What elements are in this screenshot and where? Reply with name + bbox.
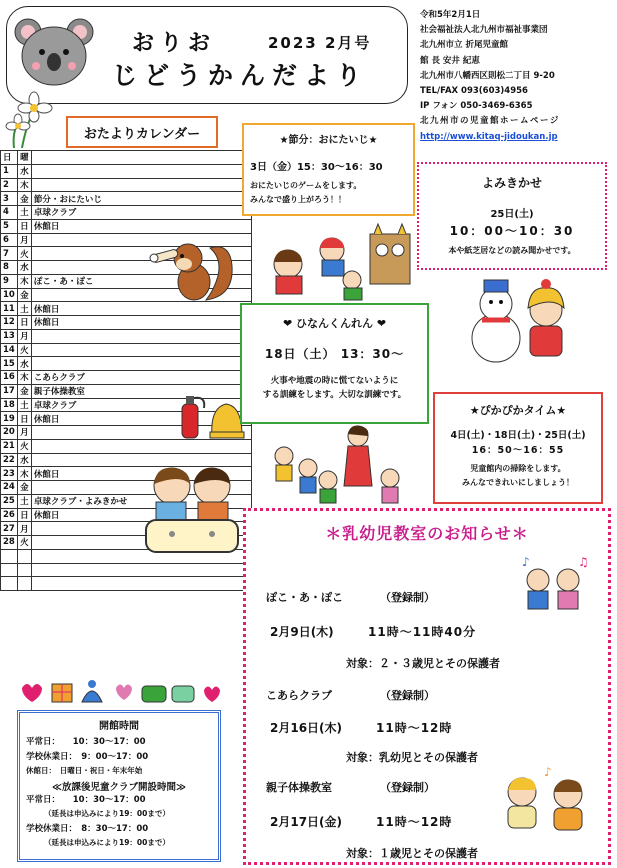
issue-date: 令和5年2月1日 (420, 10, 481, 20)
calendar-day: 1 (1, 164, 18, 178)
calendar-event: ぽこ・あ・ぽこ (31, 274, 251, 288)
music-kids-icon (518, 554, 592, 616)
calendar-weekday: 日 (17, 219, 31, 233)
calendar-weekday: 月 (17, 522, 31, 536)
class-date: 2月17日(金) (270, 815, 343, 829)
svg-text:♪: ♪ (522, 555, 530, 569)
calendar-day: 22 (1, 453, 18, 467)
class-target: 対象：１歳児とその保護者 (346, 847, 478, 860)
setsubun-title: ★節分：おにたいじ★ (279, 135, 378, 146)
evacuation-drill-box (240, 303, 429, 424)
valentine-decoration-icon (12, 678, 232, 708)
class-name: 親子体操教室 (266, 781, 332, 794)
calendar-weekday: 木 (17, 467, 31, 481)
calendar-day: 19 (1, 412, 18, 426)
calendar-row (1, 192, 252, 206)
cleaning-time-title: ★ぴかぴかタイム★ (469, 404, 567, 417)
homepage-label: 北九州市の児童館ホームページ (420, 116, 560, 127)
calendar-event: 休館日 (31, 316, 251, 330)
calendar-blank-cell (31, 563, 251, 577)
ip-phone: IP フォン 050-3469-6365 (420, 101, 533, 112)
hours-weekday: 平常日： 10：30～17：00 (26, 737, 146, 747)
calendar-weekday: 水 (17, 261, 31, 275)
calendar-weekday: 金 (17, 481, 31, 495)
class-date: 2月9日(木) (270, 625, 334, 639)
calendar-day: 11 (1, 302, 18, 316)
calendar-weekday: 月 (17, 329, 31, 343)
yomikikase-time: 10：00～10：30 (449, 224, 575, 238)
calendar-blank-cell (1, 563, 18, 577)
calendar-blank-cell (1, 577, 18, 591)
cleaning-time-dates: 4日(土)・18日(土)・25日(土) (450, 430, 586, 441)
yomikikase-title: よみきかせ (481, 176, 542, 190)
calendar-weekday: 火 (17, 439, 31, 453)
facility-name: 北九州市立 折尾児童館 (420, 40, 508, 51)
oni-kids-icon (266, 222, 418, 302)
calendar-day: 23 (1, 467, 18, 481)
infant-class-title: ＊乳幼児教室のお知らせ＊ (325, 524, 529, 543)
org-info (420, 8, 616, 145)
calendar-weekday: 火 (17, 536, 31, 550)
calendar-weekday: 木 (17, 371, 31, 385)
calendar-event: 休館日 (31, 467, 251, 481)
evacuation-drill-line1: 火事や地震の時に慌てないように (270, 376, 399, 386)
calendar-row (1, 329, 252, 343)
calendar-weekday: 土 (17, 302, 31, 316)
setsubun-line1: おにたいじのゲームをします。 (250, 181, 362, 190)
calendar-day: 18 (1, 398, 18, 412)
yomikikase-date: 25日(土) (490, 209, 534, 220)
calendar-day: 14 (1, 343, 18, 357)
hours-closed-days: 休館日： 日曜日・祝日・年末年始 (26, 766, 143, 775)
calendar-row (1, 219, 252, 233)
cleaning-time-line1: 児童館内の掃除をします。 (470, 464, 566, 473)
svg-text:♫: ♫ (578, 555, 589, 569)
calendar-weekday: 金 (17, 384, 31, 398)
calendar-blank-cell (17, 563, 31, 577)
calendar-event (31, 329, 251, 343)
calendar-weekday: 金 (17, 192, 31, 206)
calendar-event: 節分・おにたいじ (31, 192, 251, 206)
calendar-blank-cell (31, 577, 251, 591)
calendar-blank-cell (17, 549, 31, 563)
setsubun-box (242, 123, 415, 216)
title-main: じどうかんだより (112, 61, 369, 90)
cleaning-time-time: 16：50～16：55 (471, 445, 565, 456)
calendar-day: 3 (1, 192, 18, 206)
calendar-event: 卓球クラブ (31, 206, 251, 220)
title-top: おりお (132, 31, 217, 56)
calendar-weekday: 木 (17, 274, 31, 288)
calendar-day: 28 (1, 536, 18, 550)
calendar-row (1, 164, 252, 178)
handwashing-kids-icon (140, 462, 244, 562)
calendar-day: 27 (1, 522, 18, 536)
snowman-kid-icon (460, 276, 580, 368)
calendar-weekday: 日 (17, 508, 31, 522)
toddler-exercise-icon (498, 764, 598, 834)
calendar-event: 卓球クラブ (31, 398, 251, 412)
calendar-row (1, 371, 252, 385)
calendar-weekday: 日 (17, 316, 31, 330)
calendar-row (1, 439, 252, 453)
calendar-event (31, 178, 251, 192)
calendar-day: 13 (1, 329, 18, 343)
calendar-weekday: 水 (17, 164, 31, 178)
evacuation-drill-line2: する訓練をします。大切な訓練です。 (262, 390, 407, 400)
calendar-weekday: 土 (17, 494, 31, 508)
class-registration: （登録制） (380, 591, 435, 604)
calendar-day: 4 (1, 206, 18, 220)
calendar-weekday: 土 (17, 398, 31, 412)
calendar-head-event (31, 151, 251, 165)
hours-school-holiday: 学校休業日： 9：00～17：00 (26, 751, 149, 762)
fire-extinguisher-icon (176, 392, 246, 440)
after-school-holiday: 学校休業日： 8：30～17：00 (26, 823, 149, 834)
calendar-day: 26 (1, 508, 18, 522)
cleaning-time-box (433, 392, 603, 504)
calendar-day: 20 (1, 426, 18, 440)
setsubun-line2: みんなで盛り上がろう！！ (250, 195, 346, 204)
class-time: 11時～12時 (376, 815, 453, 829)
class-date: 2月16日(木) (270, 721, 343, 735)
calendar-row (1, 343, 252, 357)
calendar-event: 休館日 (31, 508, 251, 522)
calendar-day: 21 (1, 439, 18, 453)
class-registration: （登録制） (380, 781, 435, 794)
daffodil-icon (4, 90, 62, 148)
calendar-event: 休館日 (31, 302, 251, 316)
setsubun-time: 3日（金）15：30～16：30 (250, 162, 383, 173)
calendar-title: おたよりカレンダー (66, 116, 218, 148)
calendar-weekday: 木 (17, 178, 31, 192)
calendar-event: こあらクラブ (31, 371, 251, 385)
yomikikase-box (417, 162, 607, 270)
opening-hours-title: 開館時間 (99, 721, 139, 732)
calendar-weekday: 金 (17, 288, 31, 302)
calendar-day: 2 (1, 178, 18, 192)
calendar-day: 24 (1, 481, 18, 495)
calendar-event (31, 164, 251, 178)
class-time: 11時～12時 (376, 721, 453, 735)
calendar-day: 5 (1, 219, 18, 233)
calendar-event (31, 439, 251, 453)
after-school-title: ≪放課後児童クラブ開設時間≫ (52, 781, 186, 793)
calendar-row (1, 206, 252, 220)
evacuation-drill-title: ❤ ひなんくんれん ❤ (282, 317, 387, 330)
calendar-day: 17 (1, 384, 18, 398)
class-target: 対象：乳幼児とその保護者 (346, 751, 478, 764)
calendar-weekday: 火 (17, 247, 31, 261)
yomikikase-desc: 本や紙芝居などの読み聞かせです。 (448, 246, 576, 255)
calendar-weekday: 水 (17, 357, 31, 371)
calendar-head-week: 曜 (17, 151, 31, 165)
director-name: 館 長 安井 紀恵 (420, 55, 480, 66)
evacuation-drill-time: 18日（土） 13：30～ (264, 347, 405, 361)
after-school-weekday: 平常日： 10：30～17：00 (26, 794, 146, 805)
calendar-event: 卓球クラブ・よみきかせ (31, 494, 251, 508)
calendar-row (1, 178, 252, 192)
calendar-event (31, 357, 251, 371)
calendar-row (1, 316, 252, 330)
calendar-weekday: 月 (17, 233, 31, 247)
tel-fax: TEL/FAX 093(603)4956 (420, 86, 528, 97)
calendar-blank-cell (17, 577, 31, 591)
calendar-day: 7 (1, 247, 18, 261)
calendar-day: 16 (1, 371, 18, 385)
calendar-event: 親子体操教室 (31, 384, 251, 398)
calendar-blank-row (1, 563, 252, 577)
opening-hours-box (17, 710, 221, 862)
class-name: ぽこ・あ・ぽこ (266, 591, 343, 604)
calendar-day: 8 (1, 261, 18, 275)
calendar-day: 25 (1, 494, 18, 508)
homepage-link[interactable]: http://www.kitaq-jidoukan.jp (420, 131, 558, 142)
cleaning-time-line2: みんなできれいにしましょう！ (462, 478, 574, 487)
calendar-weekday: 土 (17, 206, 31, 220)
koala-icon (14, 14, 94, 90)
class-name: こあらクラブ (266, 689, 332, 702)
calendar-header-row (1, 151, 252, 165)
issue-label: 2023 2月号 (268, 34, 372, 52)
class-target: 対象：２・３歳児とその保護者 (346, 657, 500, 670)
calendar-blank-cell (1, 549, 18, 563)
calendar-weekday: 水 (17, 453, 31, 467)
calendar-weekday: 火 (17, 343, 31, 357)
svg-text:♪: ♪ (544, 765, 552, 779)
foundation-name: 社会福祉法人北九州市福祉事業団 (420, 25, 548, 36)
calendar-day: 12 (1, 316, 18, 330)
calendar-day: 10 (1, 288, 18, 302)
after-school-weekday-extension: （延長は申込みにより19：00まで） (44, 809, 170, 818)
calendar-event (31, 343, 251, 357)
calendar-day: 9 (1, 274, 18, 288)
calendar-event: 休館日 (31, 412, 251, 426)
calendar-row (1, 357, 252, 371)
calendar-weekday: 日 (17, 412, 31, 426)
squirrel-bean-icon (148, 236, 238, 306)
calendar-blank-row (1, 577, 252, 591)
calendar-day: 6 (1, 233, 18, 247)
evacuation-kids-icon (264, 422, 424, 506)
calendar-day: 15 (1, 357, 18, 371)
calendar-head-day: 日 (1, 151, 18, 165)
calendar-event: 休館日 (31, 219, 251, 233)
class-registration: （登録制） (380, 689, 435, 702)
after-school-holiday-extension: （延長は申込みにより19：00まで） (44, 838, 170, 847)
address: 北九州市八幡西区則松二丁目 9-20 (420, 70, 555, 81)
class-time: 11時～11時40分 (368, 625, 477, 639)
calendar-weekday: 月 (17, 426, 31, 440)
